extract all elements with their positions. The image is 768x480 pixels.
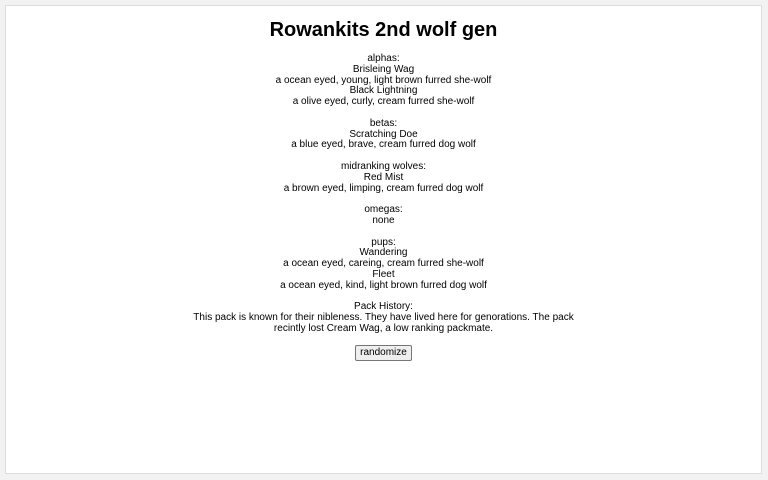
wolf-name: Red Mist: [363, 171, 404, 183]
history-section: [6, 302, 761, 334]
betas-section: [6, 119, 761, 151]
history-text: This pack is known for their nibleness. They have lived here for genorations. The pack recintly lost Cream Wag, a low ranking packmate.: [193, 312, 574, 334]
alphas-heading: alphas:: [367, 53, 400, 64]
wolf-name: Wandering: [359, 247, 408, 259]
midranking-heading: midranking wolves:: [340, 160, 427, 172]
wolf-description: a olive eyed, curly, cream furred she-wolf: [292, 96, 475, 108]
omegas-section: [6, 205, 761, 227]
wolf-name: Brisleing Wag: [352, 63, 415, 75]
omegas-value: none: [372, 214, 395, 226]
page-frame: [5, 5, 762, 474]
pups-section: [6, 238, 761, 292]
alphas-section: [6, 54, 761, 108]
omegas-heading: omegas:: [364, 204, 403, 216]
midranking-section: [6, 162, 761, 194]
wolf-name: Scratching Doe: [349, 128, 418, 140]
betas-heading: betas:: [369, 117, 398, 129]
randomize-button[interactable]: randomize: [355, 345, 412, 361]
pups-heading: pups:: [371, 236, 396, 248]
pack-content: [6, 54, 761, 361]
wolf-description: a ocean eyed, kind, light brown furred dog wolf: [280, 279, 487, 291]
button-row: [6, 345, 761, 361]
wolf-description: a blue eyed, brave, cream furred dog wolf: [291, 139, 476, 151]
wolf-description: a brown eyed, limping, cream furred dog wolf: [283, 182, 484, 194]
wolf-name: Fleet: [372, 268, 395, 280]
wolf-description: a ocean eyed, careing, cream furred she-wolf: [283, 258, 484, 270]
page-title: Rowankits 2nd wolf gen: [269, 19, 498, 41]
wolf-name: Black Lightning: [349, 85, 418, 97]
wolf-description: a ocean eyed, young, light brown furred she-wolf: [275, 74, 492, 86]
history-heading: Pack History:: [354, 301, 413, 313]
